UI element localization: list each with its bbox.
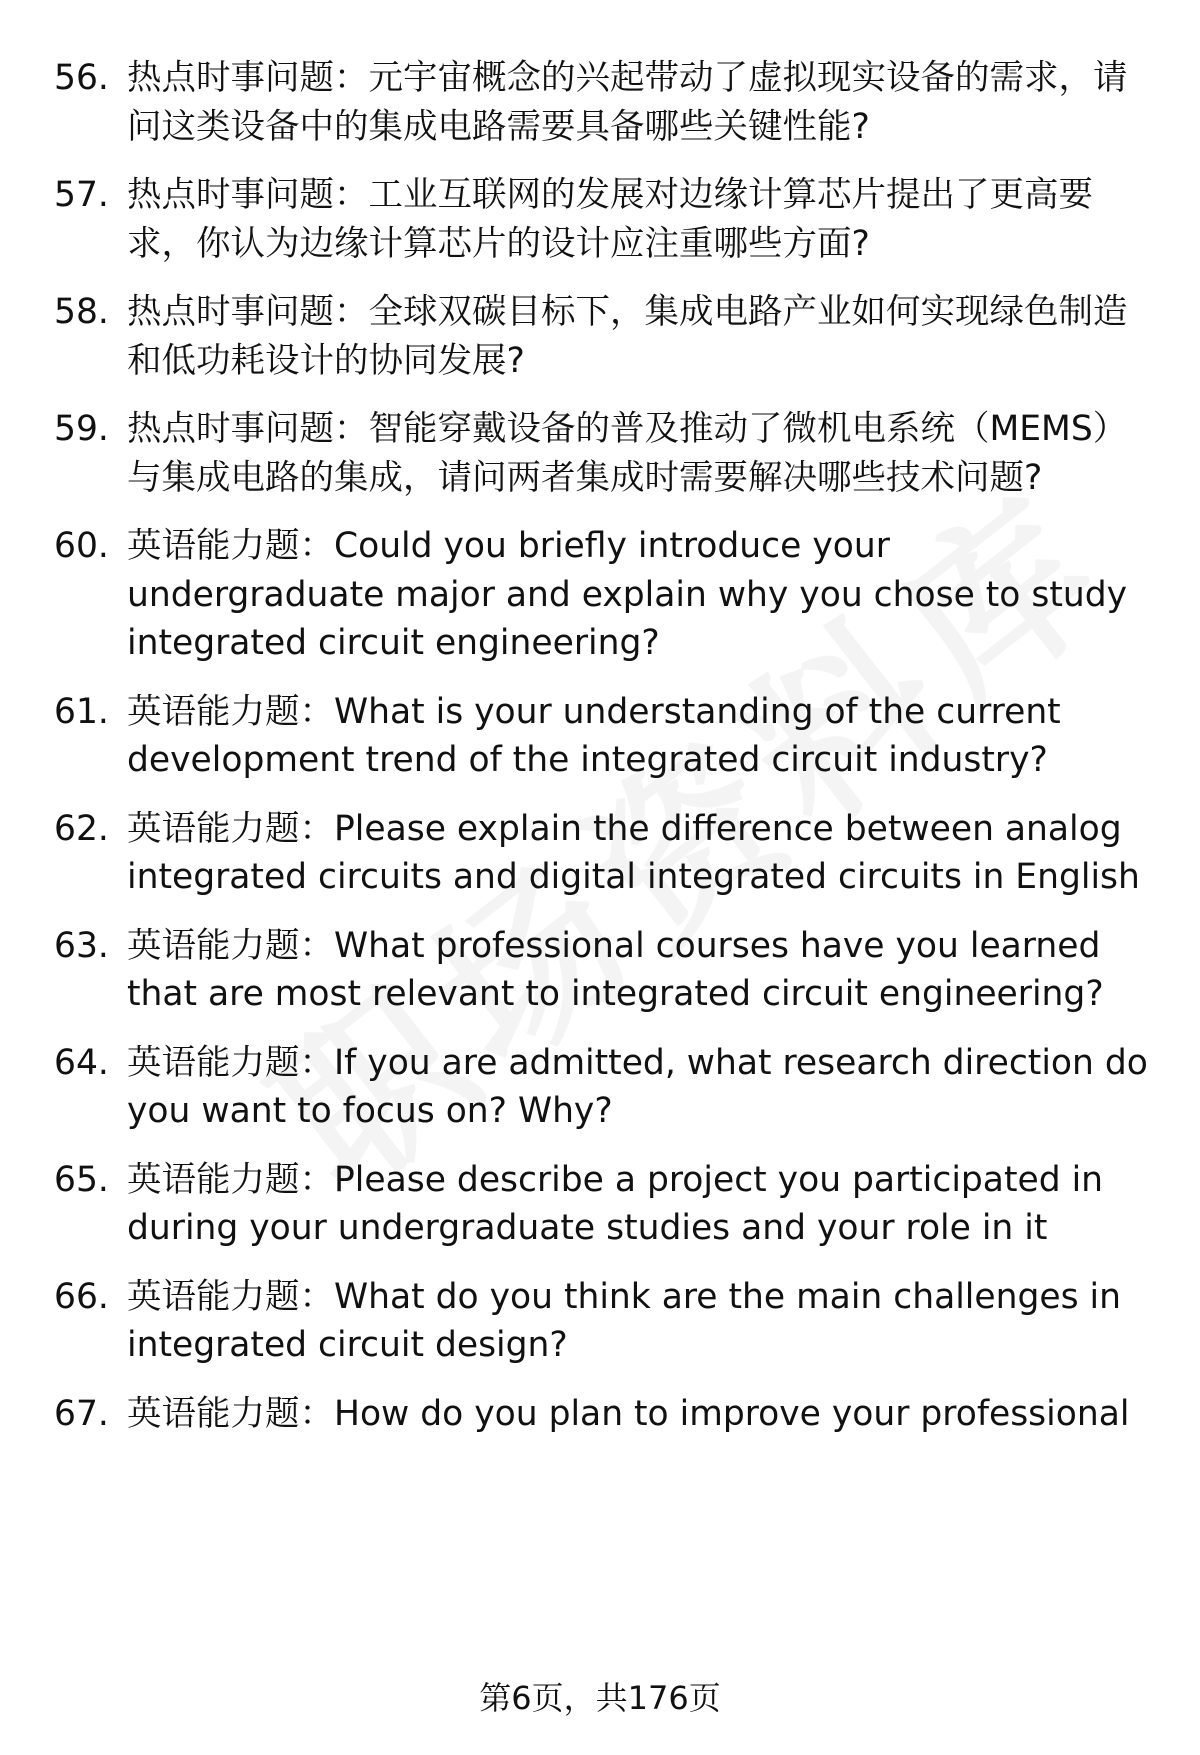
question-text: 英语能力题：What is your understanding of the current development trend of the integrated circuit industry? (127, 691, 1061, 780)
question-item (54, 522, 1154, 668)
question-number: 58. (54, 292, 109, 332)
question-number: 62. (54, 808, 109, 849)
question-item (54, 54, 1154, 151)
question-number: 63. (54, 925, 109, 966)
question-item (54, 1390, 1154, 1439)
question-item (54, 805, 1154, 902)
question-text: 英语能力题：Please explain the difference between analog integrated circuits and digital integrated circuits in English (127, 808, 1140, 897)
question-list (54, 54, 1154, 1458)
question-item (54, 1156, 1154, 1253)
question-number: 67. (54, 1393, 109, 1434)
page-footer (0, 1676, 1200, 1720)
question-number: 65. (54, 1159, 109, 1200)
question-text: 热点时事问题：全球双碳目标下，集成电路产业如何实现绿色制造和低功耗设计的协同发展? (127, 292, 1128, 381)
question-text: 英语能力题：If you are admitted, what research direction do you want to focus on? Why? (127, 1042, 1148, 1131)
question-text: 英语能力题：How do you plan to improve your professional (127, 1393, 1130, 1434)
question-number: 59. (54, 409, 109, 449)
question-text: 热点时事问题：智能穿戴设备的普及推动了微机电系统（MEMS）与集成电路的集成，请问两者集成时需要解决哪些技术问题? (127, 409, 1128, 498)
question-text: 英语能力题：What professional courses have you learned that are most relevant to integrated circuit engineering? (127, 925, 1104, 1014)
question-item (54, 1273, 1154, 1370)
page-number-label: 第6页，共176页 (479, 1679, 721, 1717)
question-text: 热点时事问题：元宇宙概念的兴起带动了虚拟现实设备的需求，请问这类设备中的集成电路需要具备哪些关键性能? (127, 58, 1128, 147)
question-number: 56. (54, 58, 109, 98)
question-text: 英语能力题：Could you briefly introduce your undergraduate major and explain why you chose to study integrated circuit engineering? (127, 526, 1128, 663)
question-number: 57. (54, 175, 109, 215)
question-item (54, 288, 1154, 385)
question-item (54, 1039, 1154, 1136)
question-item (54, 171, 1154, 268)
question-item (54, 922, 1154, 1019)
question-number: 61. (54, 691, 109, 732)
question-number: 66. (54, 1276, 109, 1317)
question-text: 热点时事问题：工业互联网的发展对边缘计算芯片提出了更高要求，你认为边缘计算芯片的设计应注重哪些方面? (127, 175, 1093, 264)
question-number: 60. (54, 526, 109, 566)
question-text: 英语能力题：Please describe a project you participated in during your undergraduate studies and your role in it (127, 1159, 1104, 1248)
question-item (54, 405, 1154, 502)
question-item (54, 688, 1154, 785)
question-number: 64. (54, 1042, 109, 1083)
question-text: 英语能力题：What do you think are the main challenges in integrated circuit design? (127, 1276, 1121, 1365)
